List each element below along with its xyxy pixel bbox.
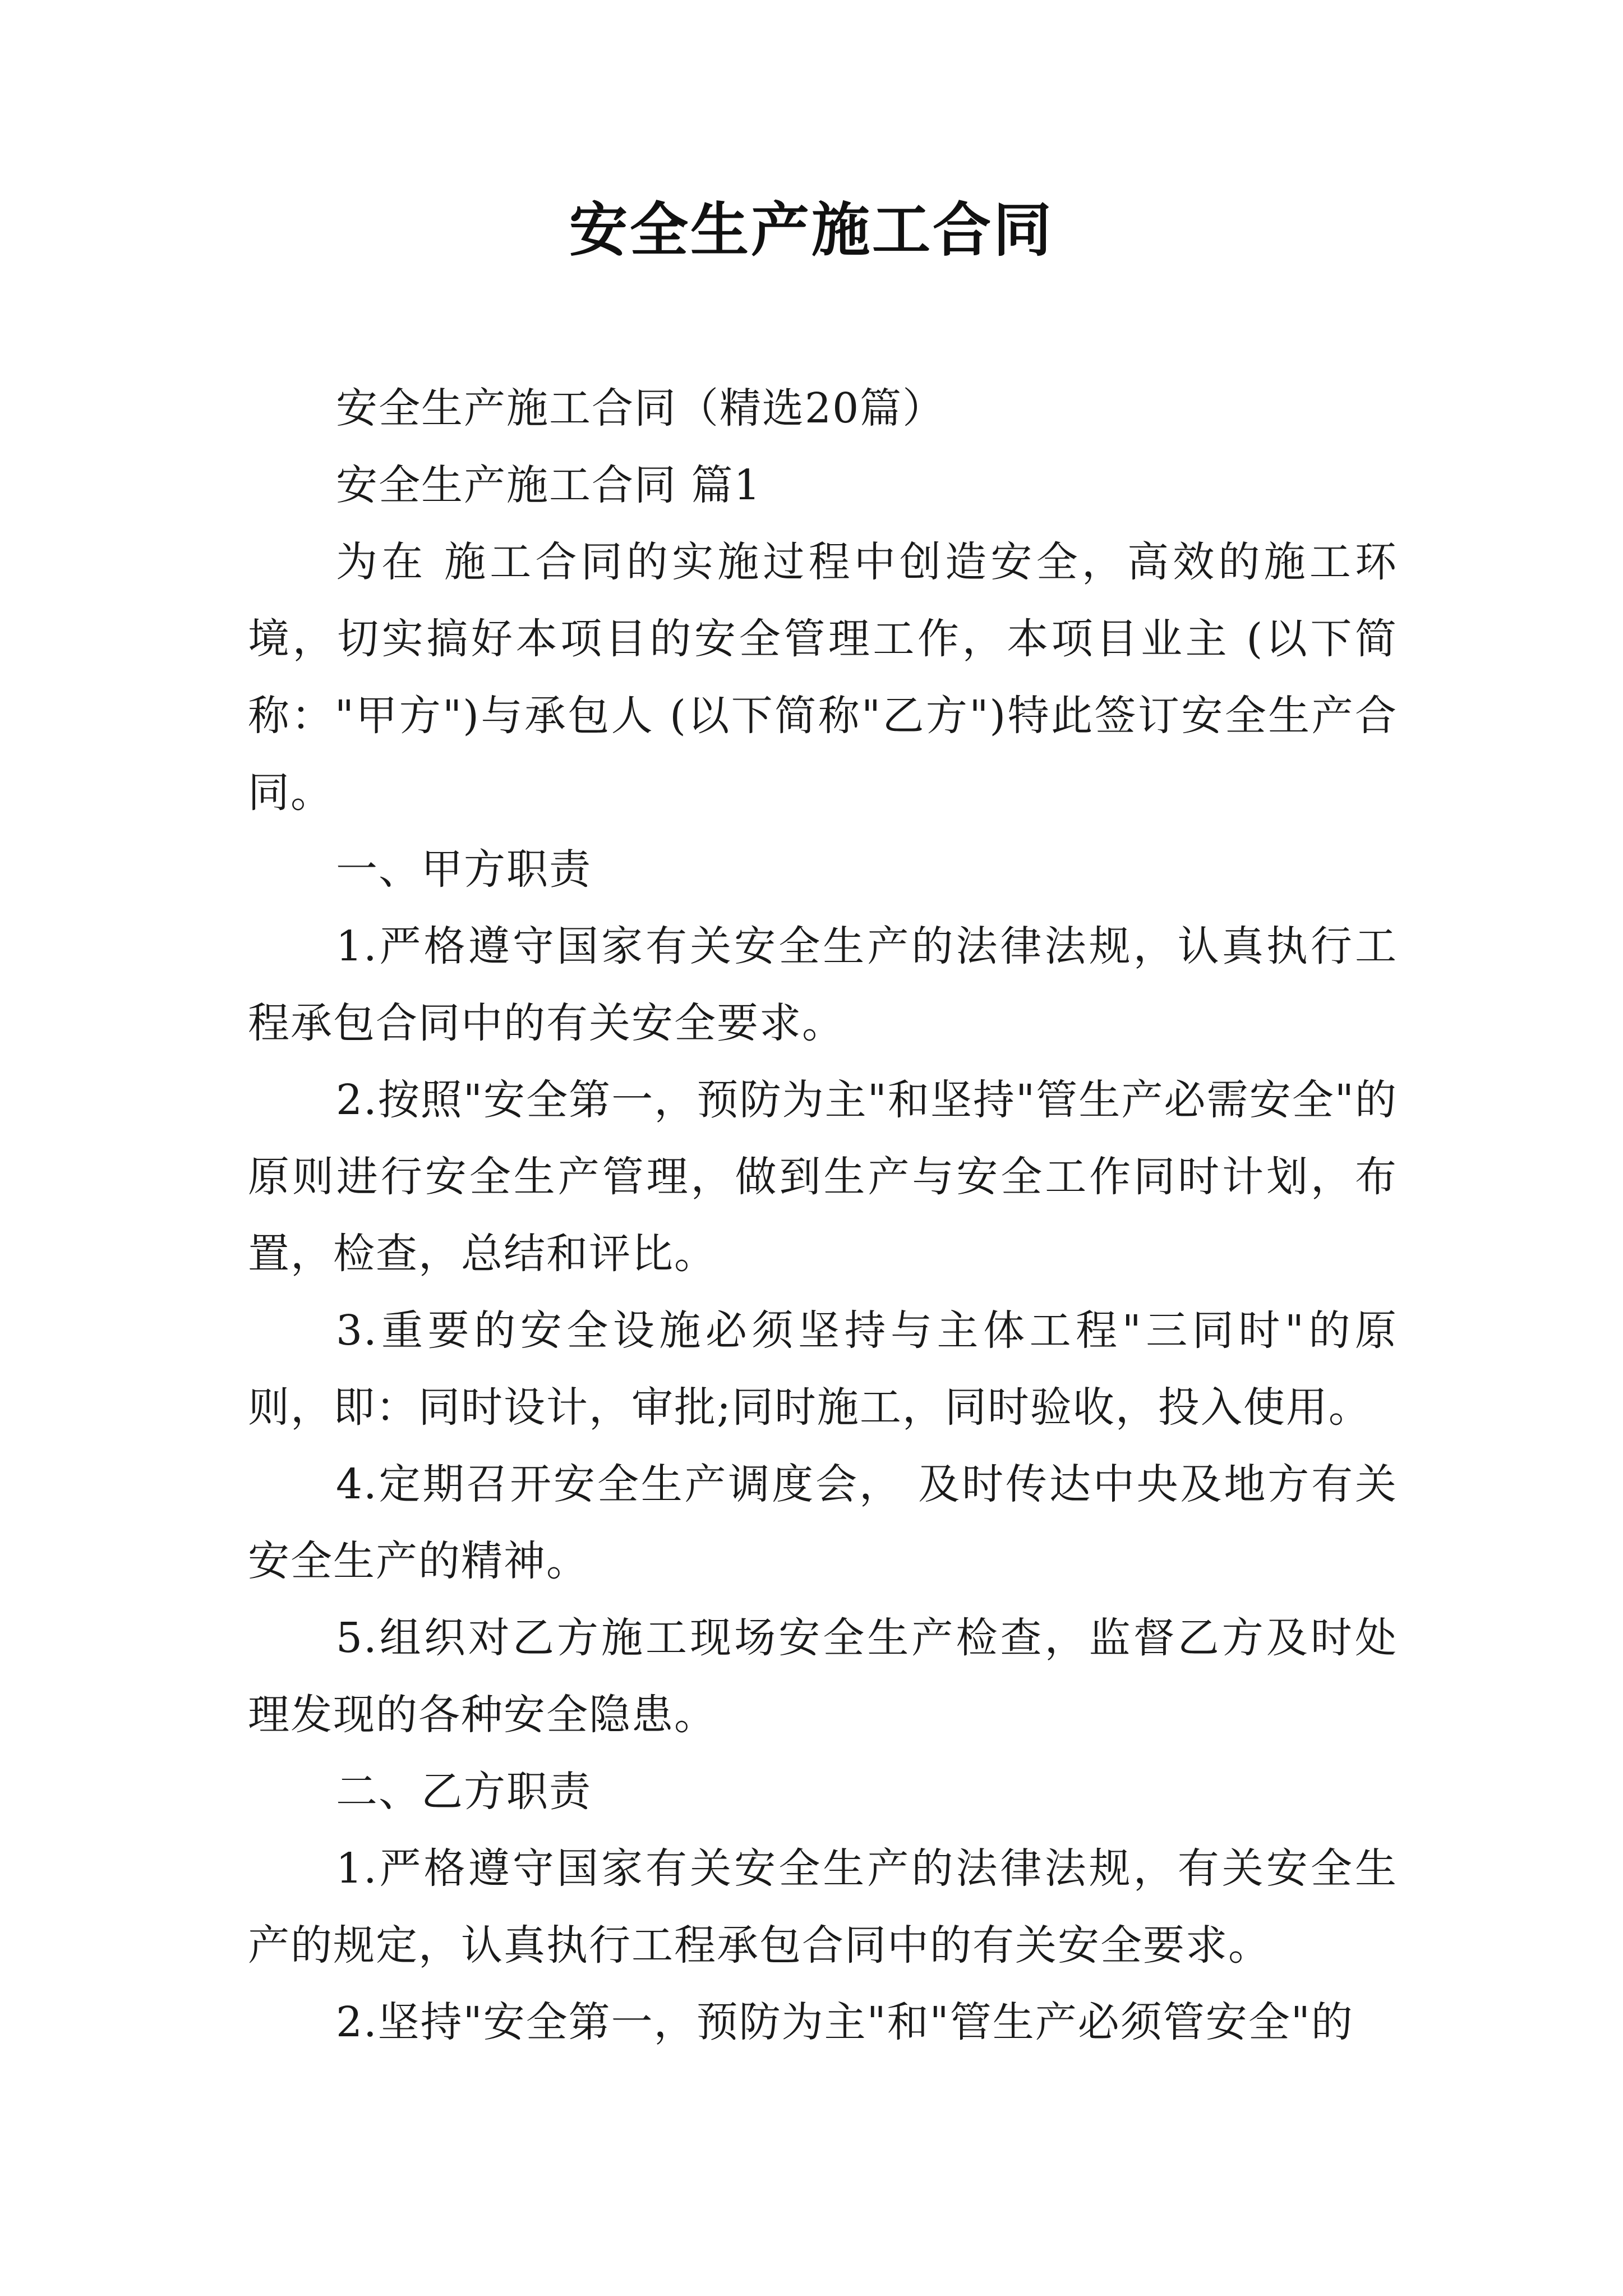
subtitle-paragraph: 安全生产施工合同（精选20篇） bbox=[336, 384, 946, 432]
party-a-item-2: 2.按照"安全第一，预防为主"和坚持"管生产必需安全"的原则进行安全生产管理，做到生产与安全工作同时计划，布置，检查，总结和评比。 bbox=[248, 1076, 1398, 1278]
intro-paragraph: 为在 施工合同的实施过程中创造安全，高效的施工环境，切实搞好本项目的安全管理工作，本项目业主 (以下简称："甲方")与承包人 (以下简称"乙方")特此签订安全生产合同。 bbox=[248, 538, 1398, 817]
party-a-item-4: 4.定期召开安全生产调度会， 及时传达中央及地方有关安全生产的精神。 bbox=[248, 1460, 1398, 1585]
document-body bbox=[248, 370, 1398, 2061]
party-a-item-5: 5.组织对乙方施工现场安全生产检查，监督乙方及时处理发现的各种安全隐患。 bbox=[248, 1614, 1398, 1739]
party-b-item-1: 1.严格遵守国家有关安全生产的法律法规，有关安全生产的规定，认真执行工程承包合同中的有关安全要求。 bbox=[248, 1844, 1398, 1970]
section-heading-part-1: 安全生产施工合同 篇1 bbox=[336, 461, 762, 509]
heading-party-a-duties: 一、甲方职责 bbox=[336, 845, 592, 894]
party-a-item-1: 1.严格遵守国家有关安全生产的法律法规，认真执行工程承包合同中的有关安全要求。 bbox=[248, 922, 1398, 1047]
party-b-item-2: 2.坚持"安全第一，预防为主"和"管生产必须管安全"的 bbox=[336, 1998, 1354, 2046]
party-a-item-3: 3.重要的安全设施必须坚持与主体工程"三同时"的原则，即：同时设计，审批;同时施工，同时验收，投入使用。 bbox=[248, 1306, 1398, 1432]
heading-party-b-duties: 二、乙方职责 bbox=[336, 1768, 592, 1816]
document-title: 安全生产施工合同 bbox=[569, 195, 1054, 264]
